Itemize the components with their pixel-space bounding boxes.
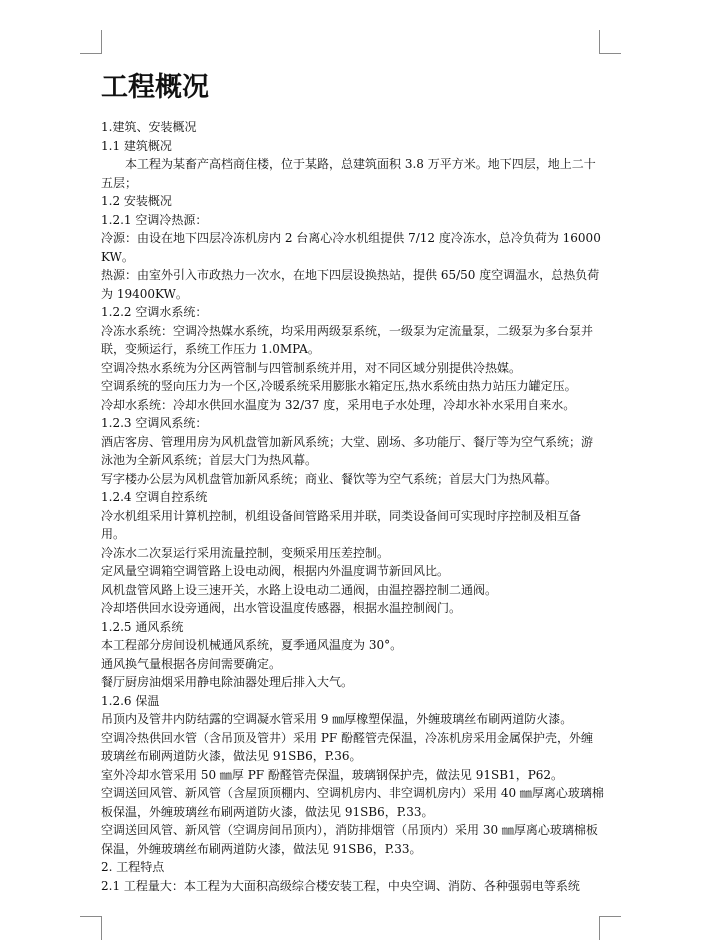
paragraph: 2.1 工程量大：本工程为大面积高级综合楼安装工程，中央空调、消防、各种强弱电等系统	[101, 878, 580, 893]
paragraph: 本工程部分房间设机械通风系统，夏季通风温度为 30°。	[101, 638, 403, 652]
paragraph: 冷却塔供回水设旁通阀，出水管设温度传感器，根据水温控制阀门。	[101, 601, 462, 615]
crop-mark-top-left-v	[101, 30, 102, 54]
paragraph: 本工程为某畜产高档商住楼，位于某路，总建筑面积 3.8 万平方米。地下四层，地上二十五层；	[101, 157, 596, 190]
paragraph: 热源：由室外引入市政热力一次水，在地下四层设换热站，提供 65/50 度空调温水，总热负荷为 19400KW。	[101, 268, 600, 301]
crop-mark-bottom-left-v	[101, 916, 102, 940]
paragraph: 风机盘管风路上设三速开关，水路上设电动二通阀，由温控器控制二通阀。	[101, 582, 498, 597]
crop-mark-top-right-v	[599, 30, 600, 54]
paragraph: 冷冻水二次泵运行采用流量控制，变频采用压差控制。	[101, 545, 390, 560]
paragraph: 1.建筑、安装概况	[101, 120, 197, 134]
paragraph: 冷源：由设在地下四层冷冻机房内 2 台离心冷水机组提供 7/12 度冷冻水，总冷负荷为 16000KW。	[101, 231, 601, 264]
document-title: 工程概况	[101, 72, 209, 103]
crop-mark-bottom-right-h	[599, 916, 621, 917]
paragraph: 室外冷却水管采用 50 ㎜厚 PF 酚醛管壳保温，玻璃钢保护壳，做法见 91SB1，P62。	[101, 767, 564, 782]
crop-mark-top-left-h	[80, 53, 102, 54]
paragraph: 1.2.2 空调水系统：	[101, 305, 208, 319]
paragraph: 餐厅厨房油烟采用静电除油器处理后排入大气。	[101, 675, 354, 689]
paragraph: 1.1 建筑概况	[101, 138, 172, 153]
paragraph: 冷却水系统：冷却水供回水温度为 32/37 度，采用电子水处理，冷却水补水采用自来水。	[101, 397, 576, 412]
paragraph: 1.2.3 空调风系统：	[101, 416, 208, 430]
crop-mark-bottom-right-v	[599, 916, 600, 940]
paragraph: 定风量空调箱空调管路上设电动阀，根据内外温度调节新回风比。	[101, 564, 450, 578]
paragraph: 1.2.4 空调自控系统	[101, 490, 208, 504]
paragraph: 通风换气量根据各房间需要确定。	[101, 656, 282, 671]
crop-mark-bottom-left-h	[80, 916, 102, 917]
crop-mark-top-right-h	[599, 53, 621, 54]
paragraph: 冷水机组采用计算机控制，机组设备间管路采用并联，同类设备间可实现时序控制及相互备用。	[101, 508, 582, 541]
document-body	[101, 68, 604, 895]
paragraph: 冷冻水系统：空调冷热媒水系统，均采用两级泵系统，一级泵为定流量泵，二级泵为多台泵并联，变频运行，系统工作压力 1.0MPA。	[101, 323, 594, 356]
paragraph: 写字楼办公层为风机盘管加新风系统；商业、餐饮等为空气系统；首层大门为热风幕。	[101, 471, 558, 486]
document-content	[101, 118, 604, 895]
paragraph: 1.2 安装概况	[101, 194, 172, 208]
paragraph: 1.2.6 保温	[101, 693, 160, 708]
paragraph: 空调送回风管、新风管（空调房间吊顶内），消防排烟管（吊顶内）采用 30 ㎜厚离心玻璃棉板保温，外缠玻璃丝布刷两道防火漆，做法见 91SB6，P.33。	[101, 823, 598, 856]
paragraph: 酒店客房、管理用房为风机盘管加新风系统；大堂、剧场、多功能厅、餐厅等为空气系统；游泳池为全新风系统；首层大门为热风幕。	[101, 434, 594, 467]
paragraph: 空调冷热水系统为分区两管制与四管制系统并用，对不同区域分别提供冷热媒。	[101, 360, 522, 375]
paragraph: 吊顶内及管井内防结露的空调凝水管采用 9 ㎜厚橡塑保温，外缠玻璃丝布刷两道防火漆。	[101, 712, 573, 726]
paragraph: 1.2.1 空调冷热源：	[101, 212, 208, 227]
paragraph: 空调送回风管、新风管（含屋顶顶棚内、空调机房内、非空调机房内）采用 40 ㎜厚离心玻璃棉板保温，外缠玻璃丝布刷两道防火漆，做法见 91SB6，P.33。	[101, 786, 604, 819]
paragraph: 1.2.5 通风系统	[101, 619, 184, 634]
paragraph: 空调冷热供回水管（含吊顶及管井）采用 PF 酚醛管壳保温，冷冻机房采用金属保护壳，外缠玻璃丝布刷两道防火漆，做法见 91SB6，P.36。	[101, 730, 594, 763]
paragraph: 空调系统的竖向压力为一个区,冷暖系统采用膨胀水箱定压,热水系统由热力站压力罐定压。	[101, 379, 577, 393]
paragraph: 2. 工程特点	[101, 860, 165, 874]
